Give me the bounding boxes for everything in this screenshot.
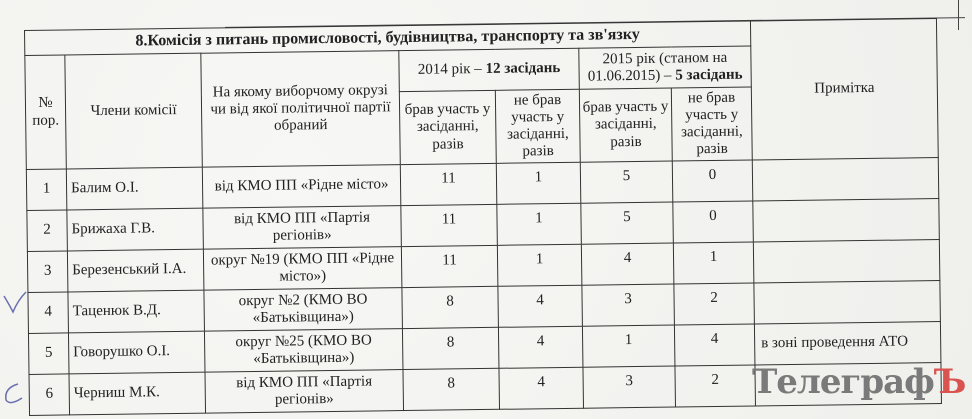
row-number-cell: 3 — [27, 251, 68, 293]
checkmark-icon — [0, 378, 30, 408]
header-2015-prefix: 2015 рік (станом на 01.06.2015) – — [587, 49, 728, 85]
district-cell: округ №25 (КМО ВО «Батьківщина») — [204, 329, 403, 373]
note-cell — [753, 199, 940, 242]
district-cell: від КМО ПП «Партія регіонів» — [205, 370, 404, 414]
district-cell: округ №2 (КМО ВО «Батьківщина») — [204, 288, 403, 332]
commission-attendance-table — [24, 18, 942, 416]
row-number-cell: 1 — [26, 169, 67, 211]
attended-2014-cell: 8 — [402, 327, 499, 369]
note-cell: в зоні проведення АТО — [754, 322, 941, 365]
member-name-cell: Балим О.І. — [66, 167, 203, 210]
attended-2015-cell: 5 — [581, 202, 674, 244]
attended-2014-cell: 11 — [401, 204, 498, 246]
commission-attendance-table-wrap — [24, 18, 942, 416]
table-title: 8.Комісія з питань промисловості, будівництва, транспорту та зв'язку — [25, 21, 751, 56]
attended-2015-cell: 3 — [583, 366, 676, 408]
member-name-cell: Таценюк В.Д. — [68, 290, 205, 333]
district-cell: округ №19 (КМО ПП «Рідне місто») — [203, 247, 402, 291]
note-cell — [754, 281, 941, 324]
row-number-cell: 5 — [28, 333, 69, 375]
not-attended-2014-cell: 4 — [498, 285, 583, 327]
district-cell: від КМО ПП «Партія регіонів» — [203, 206, 402, 250]
attended-2015-cell: 1 — [582, 325, 675, 367]
header-2014-prefix: 2014 рік – — [417, 61, 486, 79]
header-2015-not-attended: не брав участь у засіданні, разів — [671, 87, 752, 161]
header-2014-attended: брав участь у засіданні, разів — [399, 90, 496, 164]
logo-text: Телеграф — [752, 362, 934, 402]
attended-2014-cell: 8 — [403, 368, 500, 410]
not-attended-2014-cell: 1 — [497, 244, 582, 286]
header-2015-attended: брав участь у засіданні, разів — [579, 88, 672, 162]
telegraf-watermark-logo — [752, 362, 965, 402]
header-note: Примітка — [750, 19, 938, 160]
not-attended-2015-cell: 4 — [674, 324, 755, 366]
header-2014-not-attended: не брав участь у засіданні, разів — [495, 89, 580, 163]
note-cell — [752, 158, 939, 201]
not-attended-2015-cell: 1 — [673, 242, 754, 284]
member-name-cell: Березенський І.А. — [67, 249, 204, 292]
note-cell — [753, 240, 940, 283]
not-attended-2014-cell: 4 — [498, 326, 583, 368]
not-attended-2014-cell: 1 — [497, 203, 582, 245]
not-attended-2015-cell: 0 — [673, 201, 754, 243]
row-number-cell: 2 — [27, 210, 68, 252]
header-district: На якому виборчому окрузі чи від якої політичної партії обраний — [201, 51, 400, 168]
logo-hard-sign: Ъ — [933, 362, 966, 402]
header-2014 — [399, 48, 580, 91]
district-cell: від КМО ПП «Рідне місто» — [202, 165, 401, 209]
attended-2014-cell: 11 — [400, 163, 497, 205]
row-number-cell: 4 — [28, 292, 69, 334]
not-attended-2015-cell: 2 — [674, 283, 755, 325]
header-2015-count: 5 засідань — [675, 66, 743, 84]
header-number: № пор. — [25, 55, 66, 170]
not-attended-2014-cell: 4 — [499, 367, 584, 409]
member-name-cell: Брижаха Г.В. — [67, 208, 204, 251]
not-attended-2015-cell: 0 — [672, 160, 753, 202]
page-edge — [958, 0, 959, 30]
member-name-cell: Говорушко О.І. — [68, 331, 205, 374]
header-members: Члени комісії — [65, 53, 202, 169]
checkmark-icon — [0, 288, 30, 318]
member-name-cell: Черниш М.К. — [69, 372, 206, 415]
attended-2014-cell: 11 — [401, 245, 498, 287]
attended-2015-cell: 5 — [580, 161, 673, 203]
row-number-cell: 6 — [29, 374, 70, 416]
attended-2015-cell: 3 — [582, 284, 675, 326]
header-2014-count: 12 засідань — [485, 60, 561, 78]
not-attended-2014-cell: 1 — [496, 162, 581, 204]
attended-2015-cell: 4 — [581, 243, 674, 285]
header-2015 — [579, 46, 752, 89]
attended-2014-cell: 8 — [402, 286, 499, 328]
not-attended-2015-cell: 2 — [675, 365, 756, 407]
